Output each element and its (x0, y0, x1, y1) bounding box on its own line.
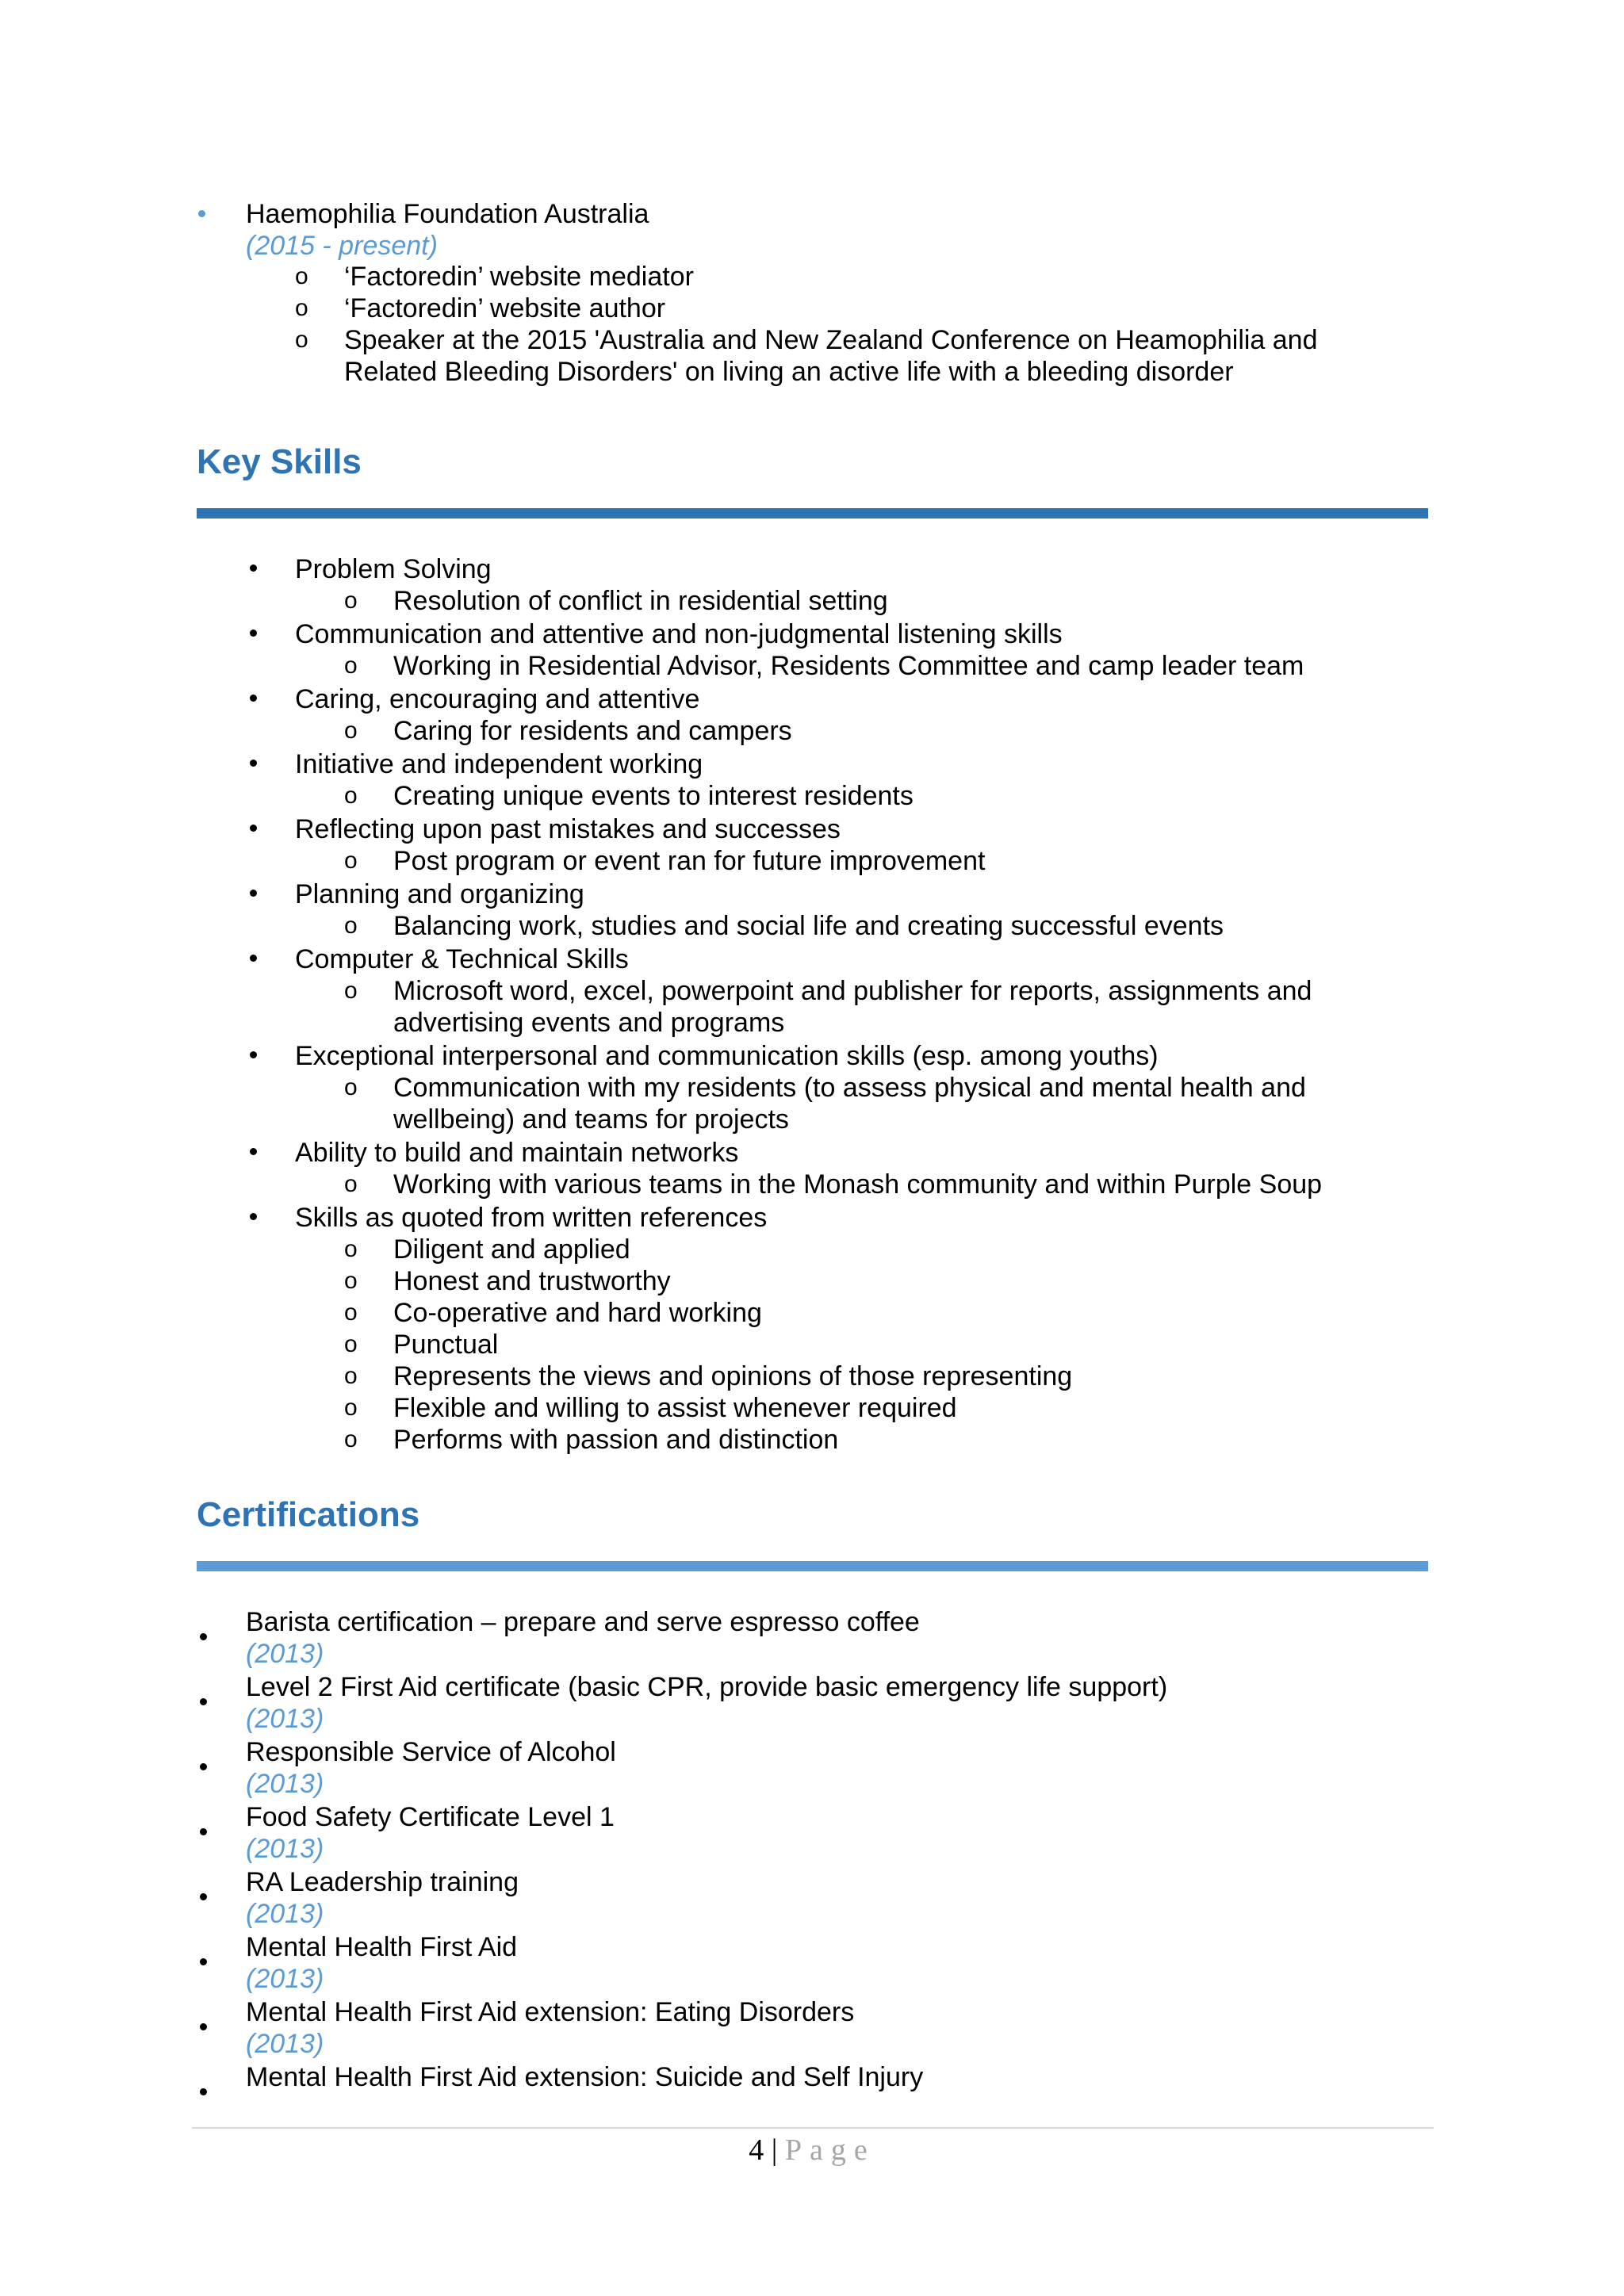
sub-bullet-icon: o (344, 913, 358, 939)
organization-date: (2015 - present) (246, 231, 438, 261)
certification-date: (2013) (246, 1769, 324, 1799)
skill-sub-item: Microsoft word, excel, powerpoint and publisher for reports, assignments and (393, 976, 1312, 1006)
sub-item: ‘Factoredin’ website mediator (344, 262, 694, 292)
skill-sub-item-continuation: advertising events and programs (393, 1008, 785, 1038)
sub-bullet-icon: o (295, 263, 308, 289)
skill-item: Problem Solving (295, 554, 492, 584)
bullet-dot (200, 1958, 207, 1965)
bullet-dot (250, 629, 257, 637)
bullet-dot (250, 1213, 257, 1220)
organization-title: Haemophilia Foundation Australia (246, 199, 649, 229)
skill-sub-item: Balancing work, studies and social life and creating successful events (393, 911, 1224, 941)
skill-item: Caring, encouraging and attentive (295, 684, 700, 714)
bullet-dot (200, 1633, 207, 1640)
skill-sub-item: Represents the views and opinions of those representing (393, 1361, 1073, 1391)
sub-bullet-icon: o (344, 1268, 358, 1294)
sub-bullet-icon: o (344, 1395, 358, 1421)
sub-item: ‘Factoredin’ website author (344, 293, 666, 323)
certification-date: (2013) (246, 1704, 324, 1734)
skill-item: Computer & Technical Skills (295, 944, 629, 974)
skill-sub-item-continuation: wellbeing) and teams for projects (393, 1104, 789, 1135)
skill-sub-item: Creating unique events to interest residents (393, 781, 914, 811)
certification-item: Mental Health First Aid (246, 1932, 518, 1962)
sub-bullet-icon: o (344, 1236, 358, 1262)
sub-bullet-icon: o (295, 295, 308, 321)
sub-bullet-icon: o (344, 718, 358, 744)
certification-item: Barista certification – prepare and serve espresso coffee (246, 1607, 920, 1637)
skill-item: Initiative and independent working (295, 749, 703, 779)
certifications-heading: Certifications (197, 1495, 420, 1534)
certification-date: (2013) (246, 1899, 324, 1929)
bullet-dot (200, 1763, 207, 1770)
sub-bullet-icon: o (344, 1299, 358, 1326)
skill-item: Planning and organizing (295, 879, 584, 909)
bullet-dot (250, 1148, 257, 1155)
skill-item: Skills as quoted from written references (295, 1203, 768, 1233)
certification-item: Responsible Service of Alcohol (246, 1737, 616, 1767)
sub-bullet-icon: o (344, 1331, 358, 1357)
sub-bullet-icon: o (344, 1426, 358, 1452)
skill-sub-item: Honest and trustworthy (393, 1266, 671, 1296)
skill-sub-item: Working with various teams in the Monash community and within Purple Soup (393, 1169, 1323, 1200)
skill-sub-item: Post program or event ran for future improvement (393, 846, 986, 876)
skill-item: Reflecting upon past mistakes and successes (295, 814, 841, 844)
skill-sub-item: Communication with my residents (to assess physical and mental health and (393, 1073, 1306, 1103)
skill-item: Ability to build and maintain networks (295, 1138, 739, 1168)
skill-sub-item: Co-operative and hard working (393, 1298, 762, 1328)
page-number: 4 (749, 2133, 764, 2167)
skill-sub-item: Resolution of conflict in residential setting (393, 586, 888, 616)
certification-item: Food Safety Certificate Level 1 (246, 1802, 615, 1832)
bullet-dot (250, 825, 257, 832)
page-label: Page (784, 2133, 875, 2167)
sub-bullet-icon: o (344, 1363, 358, 1389)
sub-item: Speaker at the 2015 'Australia and New Zealand Conference on Heamophilia and (344, 325, 1318, 355)
sub-bullet-icon: o (344, 652, 358, 679)
certification-date: (2013) (246, 1639, 324, 1669)
bullet-dot (200, 2088, 207, 2095)
sub-bullet-icon: o (344, 848, 358, 874)
bullet-dot (250, 1051, 257, 1058)
sub-item-continuation: Related Bleeding Disorders' on living an active life with a bleeding disorder (344, 357, 1234, 387)
skill-sub-item: Caring for residents and campers (393, 716, 792, 746)
bullet-dot (198, 210, 205, 217)
sub-bullet-icon: o (344, 587, 358, 614)
bullet-dot (250, 955, 257, 962)
footer-separator: | (771, 2133, 778, 2167)
key-skills-heading: Key Skills (197, 442, 362, 481)
skill-sub-item: Working in Residential Advisor, Residents Committee and camp leader team (393, 651, 1304, 681)
sub-bullet-icon: o (344, 1074, 358, 1100)
sub-bullet-icon: o (295, 327, 308, 353)
bullet-dot (200, 1893, 207, 1900)
sub-bullet-icon: o (344, 978, 358, 1004)
sub-bullet-icon: o (344, 783, 358, 809)
certification-date: (2013) (246, 2029, 324, 2059)
footer-divider (192, 2127, 1434, 2129)
bullet-dot (250, 890, 257, 897)
skill-sub-item: Performs with passion and distinction (393, 1425, 839, 1455)
skill-sub-item: Punctual (393, 1330, 499, 1360)
certification-item: Mental Health First Aid extension: Eating Disorders (246, 1997, 855, 2027)
bullet-dot (250, 564, 257, 572)
skill-item: Communication and attentive and non-judgmental listening skills (295, 619, 1063, 649)
skill-sub-item: Flexible and willing to assist whenever required (393, 1393, 957, 1423)
certification-item: Mental Health First Aid extension: Suicide and Self Injury (246, 2062, 924, 2092)
skill-sub-item: Diligent and applied (393, 1234, 630, 1265)
bullet-dot (250, 760, 257, 767)
bullet-dot (250, 695, 257, 702)
skill-item: Exceptional interpersonal and communication skills (esp. among youths) (295, 1041, 1159, 1071)
page-footer (0, 2131, 1624, 2169)
bullet-dot (200, 1698, 207, 1705)
certification-item: Level 2 First Aid certificate (basic CPR, provide basic emergency life support) (246, 1672, 1168, 1702)
certification-date: (2013) (246, 1964, 324, 1994)
bullet-dot (200, 2023, 207, 2030)
certification-item: RA Leadership training (246, 1867, 519, 1897)
key-skills-divider (197, 508, 1428, 519)
bullet-dot (200, 1828, 207, 1835)
certifications-divider (197, 1561, 1428, 1571)
certification-date: (2013) (246, 1834, 324, 1864)
sub-bullet-icon: o (344, 1171, 358, 1197)
